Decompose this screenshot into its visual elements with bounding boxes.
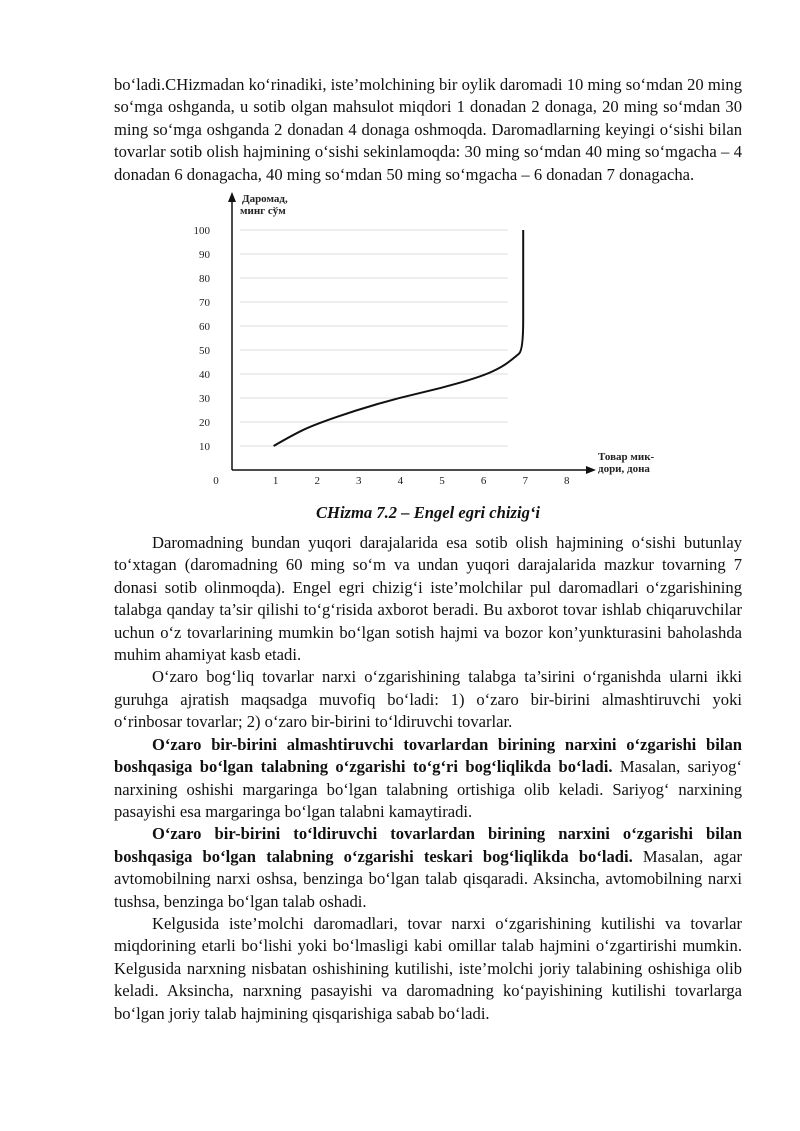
- figure-caption: CHizma 7.2 – Engel egri chizig‘i: [315, 503, 541, 523]
- paragraph-intro: bo‘ladi.CHizmadan ko‘rinadiki, iste’molchining bir oylik daromadi 10 ming so‘mdan 20 ming so‘mga oshganda, u sotib olgan mahsulot miqdori 1 donadan 2 donaga, 20 ming so‘mdan 30 ming so‘mga oshganda 2 donadan 4 donaga oshmoqda. Daromadlarning keyingi o‘sishi bilan tovarlar sotib olish hajmining o‘sishi sekinlamoqda: 30 ming so‘mdan 40 ming so‘mgacha – 4 donadan 6 donagacha, 40 ming so‘mdan 50 ming so‘mgacha – 6 donadan 7 donagacha.: [114, 75, 742, 184]
- paragraph-2: [114, 666, 742, 733]
- y-tick-label: 100: [193, 225, 210, 238]
- y-axis-label-line1: Даромад,: [242, 193, 288, 206]
- y-tick-label: 10: [199, 441, 210, 454]
- engel-curve-figure: [114, 190, 742, 500]
- paragraph-3: [114, 734, 742, 824]
- y-tick-label: 70: [199, 297, 210, 310]
- document-page: [114, 74, 742, 1025]
- paragraph-1: [114, 532, 742, 666]
- y-tick-label: 40: [199, 369, 210, 382]
- paragraph-3-bold: O‘zaro bir-birini almashtiruvchi tovarlardan birining narxini o‘zgarishi bilan boshqasiga bo‘lgan talabning o‘zgarishi to‘g‘ri bog‘liqlikda bo‘ladi.: [114, 734, 742, 777]
- x-tick-label: 8: [564, 475, 570, 488]
- y-tick-label: 80: [199, 273, 210, 286]
- x-tick-label: 3: [356, 475, 362, 488]
- x-axis-arrow: [586, 466, 596, 474]
- y-tick-label: 20: [199, 417, 210, 430]
- x-tick-label: 7: [522, 475, 528, 488]
- paragraph-2-text: O‘zaro bog‘liq tovarlar narxi o‘zgarishining talabga ta’sirini o‘rganishda ularni ikki guruhga ajratish maqsadga muvofiq bo‘ladi: 1) o‘zaro bir-birini almashtiruvchi yoki o‘rinbosar tovarlar; 2) o‘zaro bir-birini to‘ldiruvchi tovarlar.: [114, 667, 742, 732]
- y-axis-arrow: [228, 192, 236, 202]
- paragraph-1-text: Daromadning bundan yuqori darajalarida esa sotib olish hajmining o‘sishi butunlay to‘xtagan (daromadning 60 ming so‘m va undan yuqori darajalarida mazkur tovarning 7 donasi sotib olinmoqda). Engel egri chizig‘i iste’molchilar pul daromadlari o‘zgarishining talabga qanday ta’sir qilishi to‘g‘risida axborot beradi. Bu axborot tovar ishlab chiqaruvchilar uchun o‘z tovarlarining mumkin bo‘lgan sotish hajmi va bozor kon’yunkturasini baholashda muhim ahamiyat kasb etadi.: [114, 533, 742, 665]
- y-tick-label: 60: [199, 321, 210, 334]
- engel-curve-line: [274, 230, 524, 446]
- x-tick-label: 5: [439, 475, 445, 488]
- paragraph-4-text: Masalan, agar avtomobilning narxi oshsa, benzinga bo‘lgan talab qisqaradi. Aksincha, avtomobilning narxi tushsa, benzinga bo‘lgan talab oshadi.: [114, 846, 742, 911]
- paragraph-5: [114, 913, 742, 1025]
- x-tick-label: 6: [480, 475, 487, 488]
- paragraph-4: [114, 823, 742, 913]
- paragraph-4-bold: O‘zaro bir-birini to‘ldiruvchi tovarlardan birining narxini o‘zgarishi bilan boshqasiga bo‘lgan talabning o‘zgarishi teskari bog‘liqlikda bo‘ladi.: [114, 824, 742, 866]
- y-tick-label: 30: [199, 393, 210, 406]
- y-tick-label: 90: [199, 249, 210, 262]
- x-tick-label: 1: [272, 475, 279, 488]
- x-axis-label-line1: Товар мик-: [598, 451, 655, 464]
- y-axis-label-line2: минг сўм: [240, 205, 286, 218]
- x-tick-label: 4: [397, 475, 404, 488]
- x-axis-label-line2: дори, дона: [598, 463, 650, 476]
- paragraph-3-text: Masalan, sariyog‘ narxining oshishi margaringa bo‘lgan talabning ortishiga olib keladi. Sariyog‘ narxining pasayishi esa margaringa bo‘lgan talabni kamaytiradi.: [114, 757, 742, 821]
- x-tick-label: 2: [314, 475, 320, 488]
- y-tick-label: 50: [199, 345, 210, 358]
- engel-curve-chart: [114, 190, 742, 500]
- paragraph-5-text: Kelgusida iste’molchi daromadlari, tovar narxi o‘zgarishining kutilishi va tovarlar miqdorining etarli bo‘lishi yoki bo‘lmasligi kabi omillar talab hajmini o‘zgartirishi mumkin. Kelgusida narxning nisbatan oshishining kutilishi, iste’molchi joriy talabining oshishiga olib keladi. Aksincha, narxning pasayishi va daromadning ko‘payishining kutilishi tovarlarga bo‘lgan joriy talab hajmining qisqarishiga sabab bo‘ladi.: [114, 913, 742, 1023]
- origin-label: 0: [213, 475, 219, 488]
- body-text: [114, 532, 742, 1025]
